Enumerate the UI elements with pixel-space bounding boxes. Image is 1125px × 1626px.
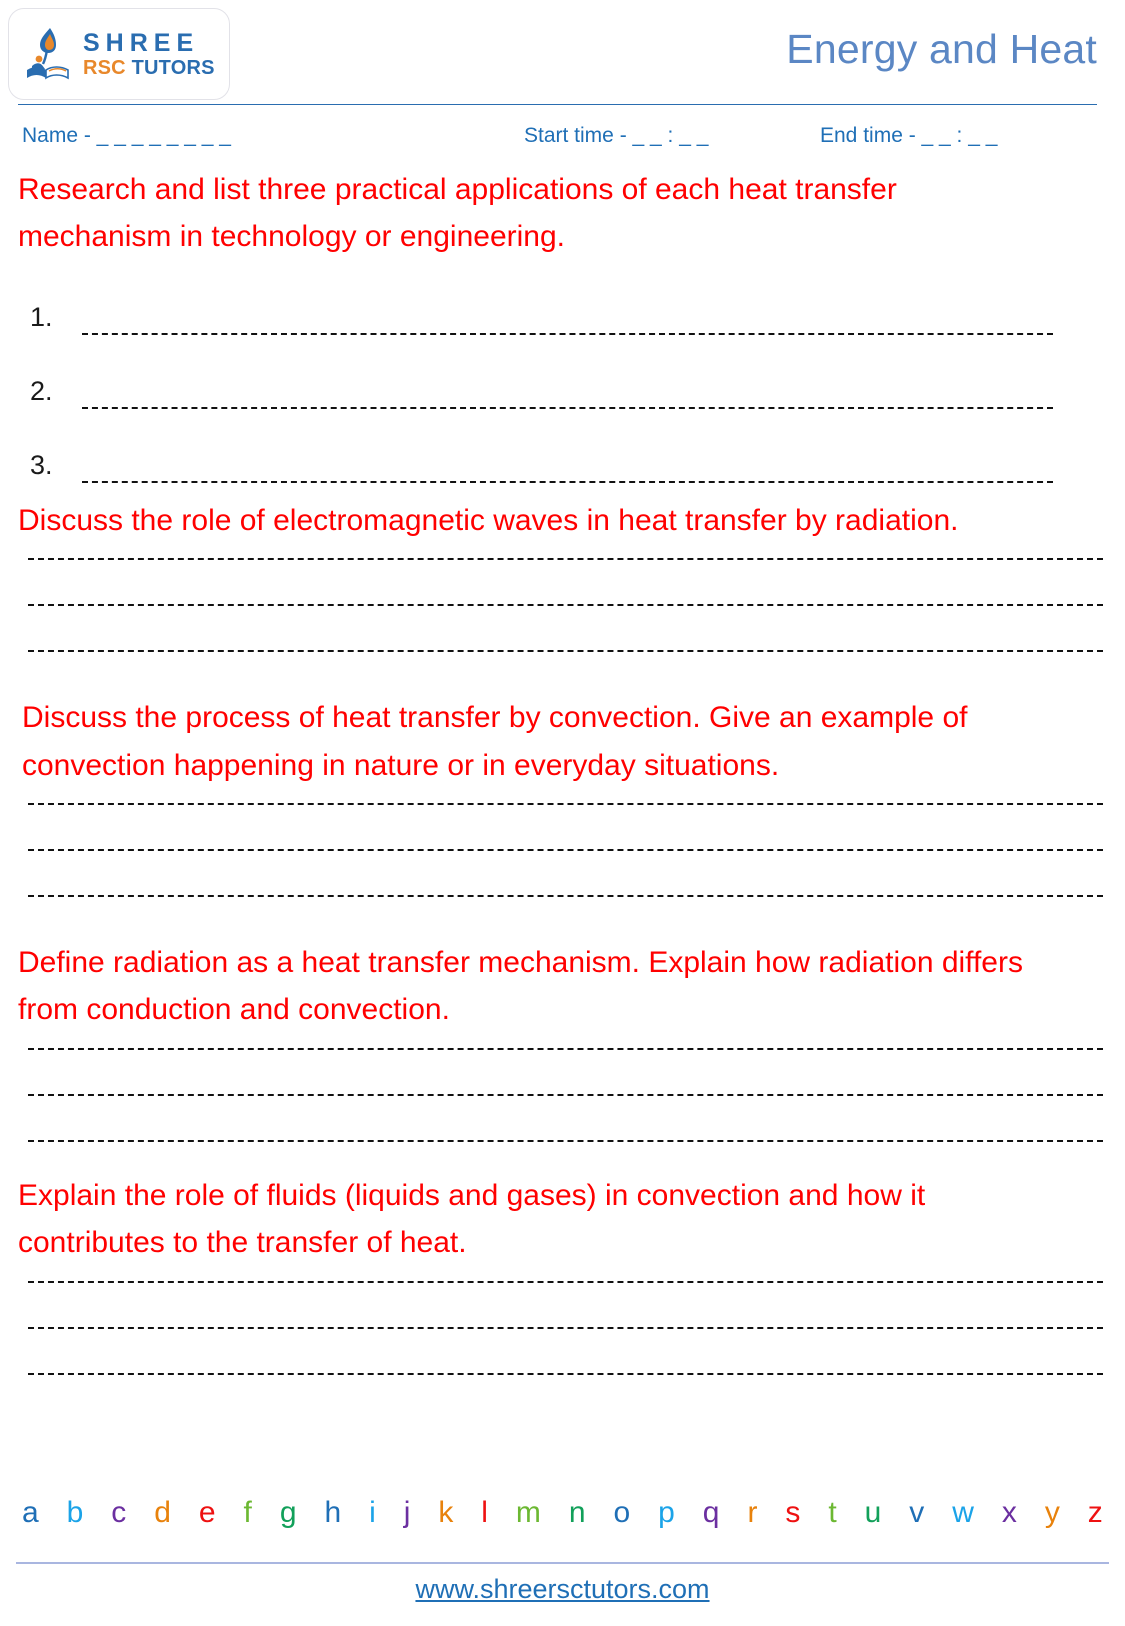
- brand-name: SHREE: [83, 28, 200, 57]
- list-item[interactable]: [0, 261, 1125, 335]
- list-item[interactable]: [0, 335, 1125, 409]
- footer-divider: [16, 1562, 1109, 1564]
- alphabet-letter-j: j: [403, 1496, 411, 1529]
- alphabet-letter-p: p: [658, 1496, 675, 1529]
- spacer: [0, 897, 1125, 939]
- question-text-4: Define radiation as a heat transfer mechanism. Explain how radiation differs from conduction and convection.: [18, 945, 1023, 1027]
- brand-subtitle: [83, 57, 215, 79]
- answer-line[interactable]: [28, 1373, 1103, 1375]
- worksheet-meta-row: [0, 118, 1125, 162]
- list-item-number: 2.: [30, 375, 53, 406]
- answer-line[interactable]: [82, 481, 1053, 483]
- spacer: [0, 652, 1125, 694]
- answer-line[interactable]: [82, 407, 1053, 409]
- answer-numbered-list-1: [0, 261, 1125, 483]
- list-item-number: 1.: [30, 301, 53, 332]
- worksheet-body: [0, 166, 1125, 1375]
- start-time-field-label[interactable]: Start time - _ _ : _ _: [524, 124, 709, 147]
- name-field-label[interactable]: Name - _ _ _ _ _ _ _ _: [22, 124, 231, 147]
- answer-line[interactable]: [28, 1281, 1103, 1283]
- spacer: [0, 789, 1125, 803]
- spacer: [0, 1142, 1125, 1172]
- answer-lines-5: [0, 1281, 1125, 1375]
- end-time-field-label[interactable]: End time - _ _ : _ _: [820, 124, 998, 147]
- alphabet-letter-h: h: [324, 1496, 342, 1529]
- answer-line[interactable]: [28, 1094, 1103, 1096]
- alphabet-letter-y: y: [1044, 1496, 1060, 1529]
- alphabet-letter-r: r: [747, 1496, 758, 1529]
- page-title: Energy and Heat: [786, 26, 1097, 72]
- answer-line[interactable]: [28, 604, 1103, 606]
- alphabet-letter-x: x: [1001, 1496, 1017, 1529]
- alphabet-letter-o: o: [613, 1496, 631, 1529]
- alphabet-letter-l: l: [481, 1496, 488, 1529]
- answer-line[interactable]: [28, 803, 1103, 805]
- flame-book-logo-icon: [23, 26, 75, 82]
- question-text-5: Explain the role of fluids (liquids and gases) in convection and how it contributes to the transfer of heat.: [18, 1178, 926, 1260]
- spacer: [0, 1034, 1125, 1048]
- list-item-number: 3.: [30, 449, 53, 480]
- question-text-2: Discuss the role of electromagnetic waves in heat transfer by radiation.: [18, 503, 959, 537]
- alphabet-letter-m: m: [515, 1496, 541, 1529]
- brand-sub-tutors: TUTORS: [131, 56, 215, 79]
- alphabet-letter-w: w: [952, 1496, 974, 1529]
- answer-line[interactable]: [28, 558, 1103, 560]
- brand-logo: [8, 8, 230, 100]
- alphabet-letter-d: d: [154, 1496, 171, 1529]
- question-text-3: Discuss the process of heat transfer by convection. Give an example of convection happening in nature or in everyday situations.: [22, 701, 968, 782]
- alphabet-letter-f: f: [243, 1496, 252, 1529]
- answer-lines-2: [0, 558, 1125, 652]
- spacer: [0, 483, 1125, 497]
- alphabet-letter-q: q: [702, 1496, 720, 1529]
- list-item[interactable]: [0, 409, 1125, 483]
- answer-line[interactable]: [28, 1327, 1103, 1329]
- alphabet-letter-z: z: [1087, 1496, 1103, 1529]
- alphabet-letter-k: k: [438, 1496, 454, 1529]
- brand-sub-rsc: RSC: [83, 56, 126, 79]
- alphabet-letter-u: u: [864, 1496, 882, 1529]
- answer-line[interactable]: [28, 1048, 1103, 1050]
- alphabet-letter-n: n: [568, 1496, 586, 1529]
- answer-lines-4: [0, 1048, 1125, 1142]
- alphabet-letter-g: g: [279, 1496, 297, 1529]
- alphabet-letter-v: v: [909, 1496, 925, 1529]
- footer-website-link[interactable]: www.shreersctutors.com: [415, 1574, 710, 1604]
- header-divider: [18, 104, 1097, 105]
- answer-line[interactable]: [82, 333, 1053, 335]
- question-text-1: Research and list three practical applications of each heat transfer mechanism in technology or engineering.: [18, 173, 897, 254]
- alphabet-letter-e: e: [198, 1496, 216, 1529]
- alphabet-letter-a: a: [22, 1496, 39, 1529]
- alphabet-letter-i: i: [369, 1496, 376, 1529]
- alphabet-strip: [0, 1496, 1125, 1530]
- page-header: [0, 0, 1125, 112]
- brand-wordmark: [83, 29, 215, 79]
- alphabet-letter-t: t: [828, 1496, 837, 1529]
- alphabet-letter-c: c: [111, 1496, 127, 1529]
- answer-line[interactable]: [28, 849, 1103, 851]
- spacer: [0, 544, 1125, 558]
- answer-lines-3: [0, 803, 1125, 897]
- spacer: [0, 1267, 1125, 1281]
- alphabet-letter-b: b: [66, 1496, 84, 1529]
- alphabet-letter-s: s: [785, 1496, 801, 1529]
